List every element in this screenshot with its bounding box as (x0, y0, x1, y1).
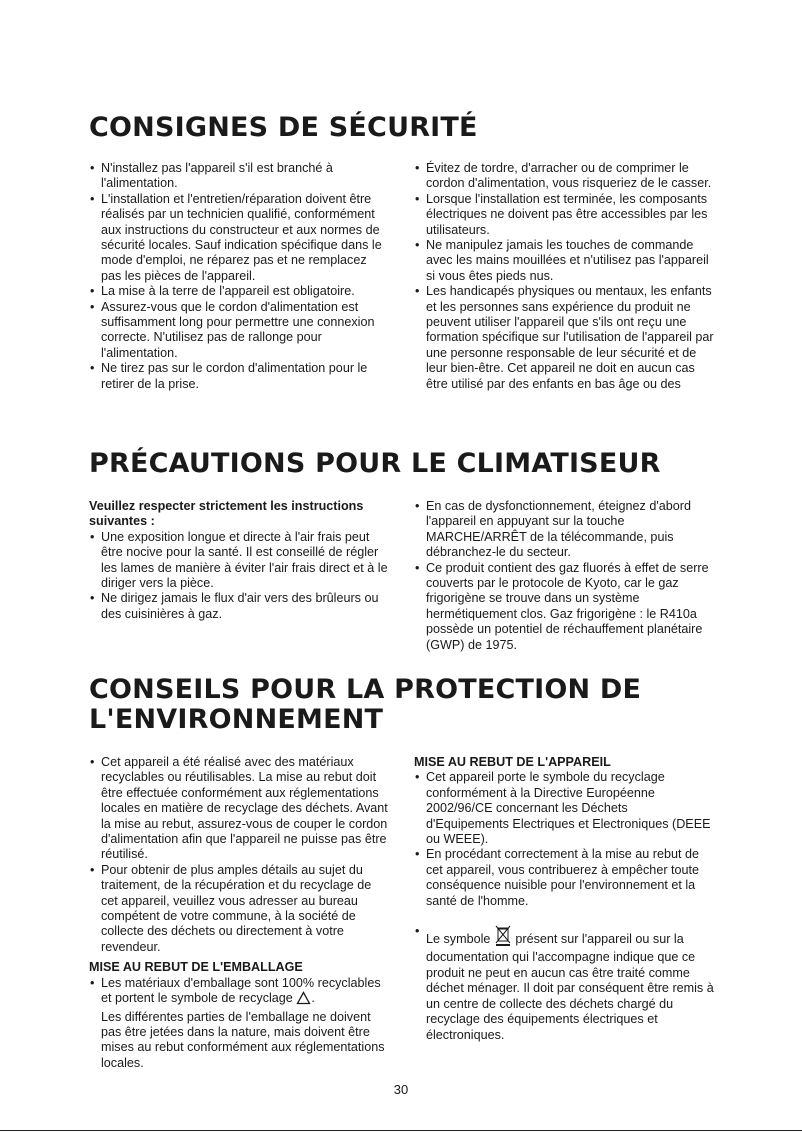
list-item: • Évitez de tordre, d'arracher ou de comprimer le cordon d'alimentation, vous risqueriez de le casser. (414, 161, 714, 192)
packaging-text-end: . (311, 991, 315, 1006)
title-line: CONSEILS POUR LA PROTECTION DE (89, 674, 642, 705)
list-item (414, 924, 714, 1043)
list-item: • Cet appareil a été réalisé avec des matériaux recyclables ou réutilisables. La mise au rebut doit être effectuée conformément aux réglementations locales en matière de recyclage des déchets. Avant la mise au rebut, assurez-vous de couper le cordon d'alimentation afin que l'appareil ne puisse pas être réutilisé. (89, 755, 389, 863)
list-item: • Pour obtenir de plus amples détails au sujet du traitement, de la récupération et du recyclage de cet appareil, veuillez vous adresser au bureau compétent de votre commune, à la société de collecte des déchets ou directement à votre revendeur. (89, 863, 389, 955)
section-title-environment (89, 675, 641, 735)
bottom-divider (0, 1130, 802, 1131)
list-item: • En cas de dysfonctionnement, éteignez d'abord l'appareil en appuyant sur la touche MARCHE/ARRÊT de la télécommande, puis débranchez-le du secteur. (414, 499, 714, 561)
recycle-triangle-icon (296, 991, 311, 1009)
list-item: • Ne manipulez jamais les touches de commande avec les mains mouillées et n'utilisez pas l'appareil si vous êtes pieds nus. (414, 238, 714, 284)
environment-left-column (89, 755, 389, 1071)
list-item: • Ce produit contient des gaz fluorés à effet de serre couverts par le protocole de Kyoto, car le gaz frigorigène se trouve dans un système hermétiquement clos. Gaz frigorigène : le R410a possède un potentiel de réchauffement planétaire (GWP) de 1975. (414, 561, 714, 653)
precautions-left-column (89, 499, 389, 622)
precautions-intro: Veuillez respecter strictement les instructions suivantes : (89, 499, 364, 529)
symbol-text: présent sur l'appareil ou sur la documentation qui l'accompagne indique que ce produit ne peut en aucun cas être traité comme déchet ménager. Il doit par conséquent être remis à un centre de collecte des déchets chargé du recyclage des équipements électriques et électroniques. (426, 932, 714, 1042)
title-line: L'ENVIRONNEMENT (89, 704, 384, 735)
packaging-text: Les différentes parties de l'emballage ne doivent pas être jetées dans la nature, mais doivent être mises au rebut conformément aux réglementations locales. (101, 1009, 385, 1070)
list-item: • Lorsque l'installation est terminée, les composants électriques ne doivent pas être accessibles par les utilisateurs. (414, 192, 714, 238)
symbol-text: Le symbole (426, 932, 491, 947)
list-item: • Ne dirigez jamais le flux d'air vers des brûleurs ou des cuisinières à gaz. (89, 591, 389, 622)
list-item: • N'installez pas l'appareil s'il est branché à l'alimentation. (89, 161, 389, 192)
page-number: 30 (393, 1082, 409, 1097)
list-item (89, 976, 389, 1071)
list-item: • L'installation et l'entretien/réparation doivent être réalisés par un technicien qualifié, conformément aux instructions du constructeur et aux normes de sécurité locales. Sauf indication spécifique dans le mode d'emploi, ne réparez pas et ne remplacez pas les pièces de l'appareil. (89, 192, 389, 284)
environment-right-column (414, 755, 714, 1043)
list-item: • En procédant correctement à la mise au rebut de cet appareil, vous contribuerez à empêcher toute conséquence nuisible pour l'environnement et la santé de l'homme. (414, 847, 714, 909)
list-item: • Une exposition longue et directe à l'air frais peut être nocive pour la santé. Il est conseillé de régler les lames de manière à éviter l'air frais direct et à le diriger vers la pièce. (89, 530, 389, 592)
safety-right-column (414, 161, 714, 392)
list-item: • Ne tirez pas sur le cordon d'alimentation pour le retirer de la prise. (89, 361, 389, 392)
list-item: • La mise à la terre de l'appareil est obligatoire. (89, 284, 389, 299)
list-item: • Assurez-vous que le cordon d'alimentation est suffisamment long pour permettre une connexion correcte. N'utilisez pas de rallonge pour l'alimentation. (89, 300, 389, 362)
packaging-text: Les matériaux d'emballage sont 100% recyclables et portent le symbole de recyclage (101, 975, 381, 1006)
precautions-right-column (414, 499, 714, 653)
list-item: • Les handicapés physiques ou mentaux, les enfants et les personnes sans expérience du produit ne peuvent utiliser l'appareil que s'ils ont reçu une formation spécifique sur l'utilisation de l'appareil par une personne responsable de leur sécurité et de leur bien-être. Cet appareil ne doit en aucun cas être utilisé par des enfants en bas âge ou des (414, 284, 714, 392)
section-title-safety: CONSIGNES DE SÉCURITÉ (89, 112, 478, 143)
appliance-heading: MISE AU REBUT DE L'APPAREIL (414, 755, 611, 769)
crossed-out-bin-icon (494, 924, 512, 950)
safety-left-column (89, 161, 389, 392)
list-item: • Cet appareil porte le symbole du recyclage conformément à la Directive Européenne 2002/96/CE concernant les Déchets d'Equipements Electriques et Electroniques (DEEE ou WEEE). (414, 770, 714, 847)
section-title-precautions: PRÉCAUTIONS POUR LE CLIMATISEUR (89, 448, 661, 479)
packaging-heading: MISE AU REBUT DE L'EMBALLAGE (89, 960, 303, 975)
